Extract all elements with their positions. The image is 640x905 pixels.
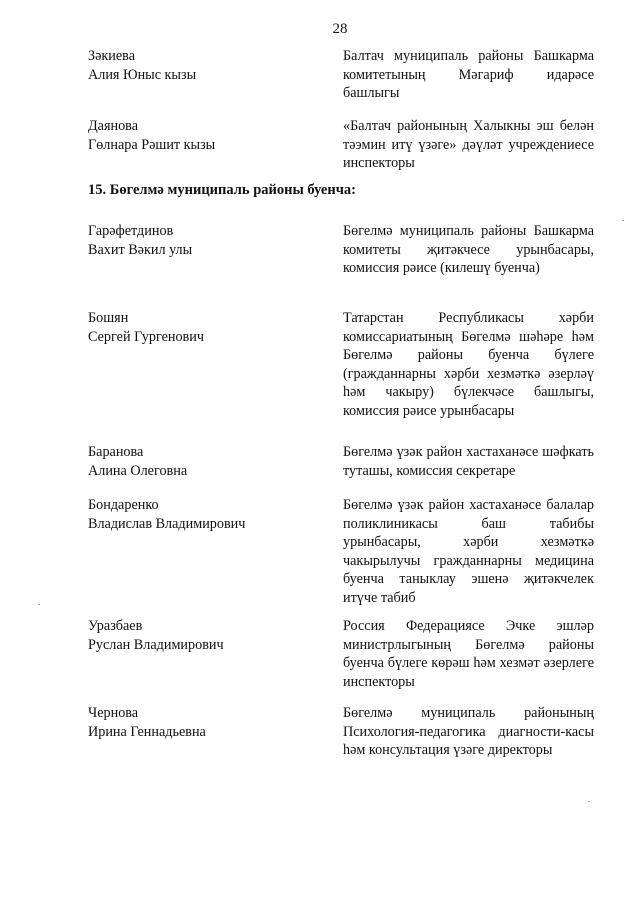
- member-surname: Бошян: [88, 310, 129, 326]
- member-position: Бөгелмә муниципаль районының Психология-педагогика диагности-касы һәм консультация үзәге директоры: [343, 705, 594, 759]
- member-surname: Даянова: [88, 118, 138, 134]
- member-position: Россия Федерациясе Эчке эшләр министрлыгының Бөгелмә районы буенча бүлеге көрәш һәм хезмәт әзерлеге инспекторы: [343, 618, 594, 690]
- member-position: Бөгелмә муниципаль районы Башкарма комитеты җитәкчесе урынбасары, комиссия рәисе (килешү буенча): [343, 223, 594, 277]
- member-surname: Чернова: [88, 705, 139, 721]
- member-given-name: Руслан Владимирович: [88, 636, 224, 653]
- member-given-name: Ирина Геннадьевна: [88, 723, 206, 740]
- member-position: Татарстан Республикасы хәрби комиссариатының Бөгелмә шәһәре һәм Бөгелмә районы буенча бүлеге (гражданнарны хәрби хезмәткә әзерләү һәм чакыру) бүлекчәсе башлыгы, комиссия рәисе урынбасары: [343, 310, 594, 419]
- member-surname: Зәкиева: [88, 48, 135, 64]
- member-name: [88, 117, 318, 154]
- member-given-name: Алина Олеговна: [88, 462, 188, 479]
- member-name: [88, 47, 318, 84]
- member-position: Балтач муниципаль районы Башкарма комитетының Мәгариф идарәсе башлыгы: [343, 48, 594, 102]
- page-number: 28: [332, 21, 348, 37]
- scan-speck: [38, 604, 40, 605]
- member-name: [88, 443, 318, 480]
- scan-speck: [622, 220, 624, 221]
- member-name: [88, 496, 318, 533]
- member-given-name: Сергей Гургенович: [88, 328, 204, 345]
- member-name: [88, 222, 318, 259]
- member-given-name: Вахит Вәкил улы: [88, 241, 193, 258]
- member-position: Бөгелмә үзәк район хастаханәсе балалар поликлиникасы баш табибы урынбасары, хәрби хезмәткә чакырылучы гражданнарны медицина буенча таныклау эшенә җитәкчелек итүче табиб: [343, 497, 594, 606]
- member-position: «Балтач районының Халыкны эш белән тәэмин итү үзәге» дәүләт учреждениесе инспекторы: [343, 118, 594, 172]
- member-surname: Гарәфетдинов: [88, 223, 174, 239]
- member-name: [88, 704, 318, 741]
- member-given-name: Владислав Владимирович: [88, 515, 246, 532]
- section-heading: 15. Бөгелмә муниципаль районы буенча:: [88, 182, 356, 198]
- member-given-name: Алия Юныс кызы: [88, 66, 197, 83]
- member-given-name: Гөлнара Рәшит кызы: [88, 136, 216, 153]
- member-name: [88, 617, 318, 654]
- member-surname: Бондаренко: [88, 497, 159, 513]
- member-position: Бөгелмә үзәк район хастаханәсе шәфкать туташы, комиссия секретаре: [343, 444, 594, 479]
- member-name: [88, 309, 318, 346]
- scan-speck: [588, 801, 590, 802]
- member-surname: Уразбаев: [88, 618, 143, 634]
- member-surname: Баранова: [88, 444, 144, 460]
